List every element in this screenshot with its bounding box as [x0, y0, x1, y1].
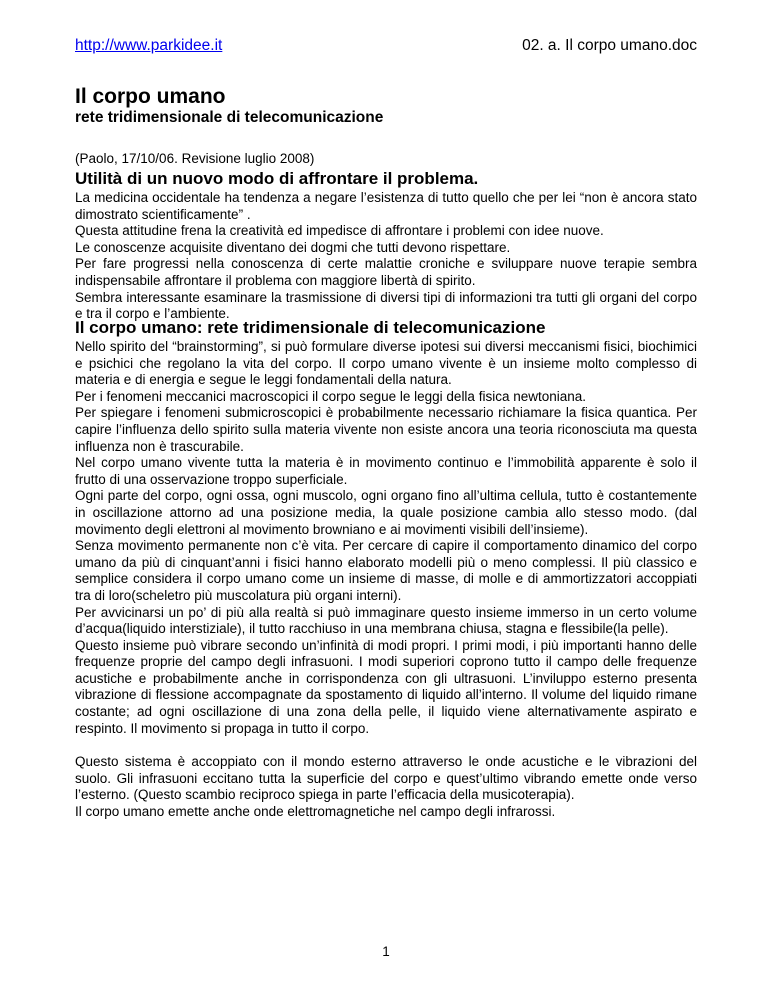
document-filename: 02. a. Il corpo umano.doc: [522, 37, 697, 54]
paragraph: Le conoscenze acquisite diventano dei dogmi che tutti devono rispettare.: [75, 239, 511, 255]
section-heading: Il corpo umano: rete tridimensionale di telecomunicazione: [75, 318, 546, 337]
paragraph: Nello spirito del “brainstorming”, si può formulare diverse ipotesi sui diversi meccanismi fisici, biochimici e psichici che regolano la vita del corpo. Il corpo umano vivente è un insieme molto complesso di materia e di energia e segue le leggi fondamentali della natura.: [75, 339, 697, 388]
paragraph: Questo insieme può vibrare secondo un’infinità di modi propri. I primi modi, i più importanti hanno delle frequenze proprie del campo degli infrasuoni. I modi superiori coprono tutto il campo delle frequenze acustiche e probabilmente anche in corrispondenza con gli ultrasuoni. L’inviluppo esterno presenta vibrazione di flessione accompagnate da spostamento di liquido all’interno. Il volume del liquido rimane costante; ad ogni oscillazione di una zona della pelle, il liquido viene alternativamente aspirato e respinto. Il movimento si propaga in tutto il corpo.: [75, 637, 697, 736]
page-header: [75, 37, 697, 59]
section-heading: Utilità di un nuovo modo di affrontare il problema.: [75, 169, 479, 188]
author-date-note: (Paolo, 17/10/06. Revisione luglio 2008): [75, 151, 315, 166]
paragraph: Questa attitudine frena la creatività ed impedisce di affrontare i problemi con idee nuove.: [75, 223, 604, 239]
paragraph: Questo sistema è accoppiato con il mondo esterno attraverso le onde acustiche e le vibrazioni del suolo. Gli infrasuoni eccitano tutta la superficie del corpo e quest’ultimo vibrando emette onde verso l’esterno. (Questo scambio reciproco spiega in parte l’efficacia della musicoterapia).: [75, 754, 697, 803]
section-usefulness: [75, 169, 697, 323]
document-subtitle: rete tridimensionale di telecomunicazione: [75, 109, 384, 126]
paragraph: Sembra interessante esaminare la trasmissione di diversi tipi di informazioni tra tutti gli organi del corpo e tra il corpo e l’ambiente.: [75, 289, 697, 322]
paragraph: Per spiegare i fenomeni submicroscopici è probabilmente necessario richiamare la fisica quantica. Per capire l’influenza dello spirito sulla materia vivente non esiste ancora una teoria riconosciuta ma questa influenza non è trascurabile.: [75, 405, 697, 454]
page-number: 1: [382, 944, 390, 959]
document-title: Il corpo umano: [75, 85, 226, 108]
paragraph: Per fare progressi nella conoscenza di certe malattie croniche e sviluppare nuove terapie sembra indispensabile affrontare il problema con maggiore libertà di spirito.: [75, 256, 697, 288]
website-link[interactable]: http://www.parkidee.it: [75, 37, 223, 54]
paragraph: Ogni parte del corpo, ogni ossa, ogni muscolo, ogni organo fino all’ultima cellula, tutto è costantemente in oscillazione attorno ad una posizione media, la quale posizione cambia allo stesso modo. (dal movimento degli elettroni al movimento browniano e ai movimenti visibili dell’insieme).: [75, 488, 697, 537]
paragraph: Nel corpo umano vivente tutta la materia è in movimento continuo e l’immobilità apparente è solo il frutto di una osservazione troppo superficiale.: [75, 455, 697, 487]
paragraph-gap: [75, 737, 697, 754]
paragraph: Il corpo umano emette anche onde elettromagnetiche nel campo degli infrarossi.: [75, 804, 556, 820]
paragraph: Per i fenomeni meccanici macroscopici il corpo segue le leggi della fisica newtoniana.: [75, 388, 587, 404]
section-telecommunication-network: [75, 318, 697, 821]
paragraph: Senza movimento permanente non c’è vita. Per cercare di capire il comportamento dinamico del corpo umano da più di cinquant’anni i fisici hanno elaborato modelli più o meno complessi. Il più classico e semplice considera il corpo umano come un insieme di masse, di molle e di ammortizzatori accoppiati tra di loro(scheletro più muscolatura più organi interni).: [75, 538, 697, 603]
paragraph: Per avvicinarsi un po’ di più alla realtà si può immaginare questo insieme immerso in un certo volume d’acqua(liquido interstiziale), il tutto racchiuso in una membrana chiusa, stagna e flessibile(la pelle).: [75, 604, 697, 637]
paragraph: La medicina occidentale ha tendenza a negare l’esistenza di tutto quello che per lei “non è ancora stato dimostrato scientificamente” .: [75, 190, 697, 222]
